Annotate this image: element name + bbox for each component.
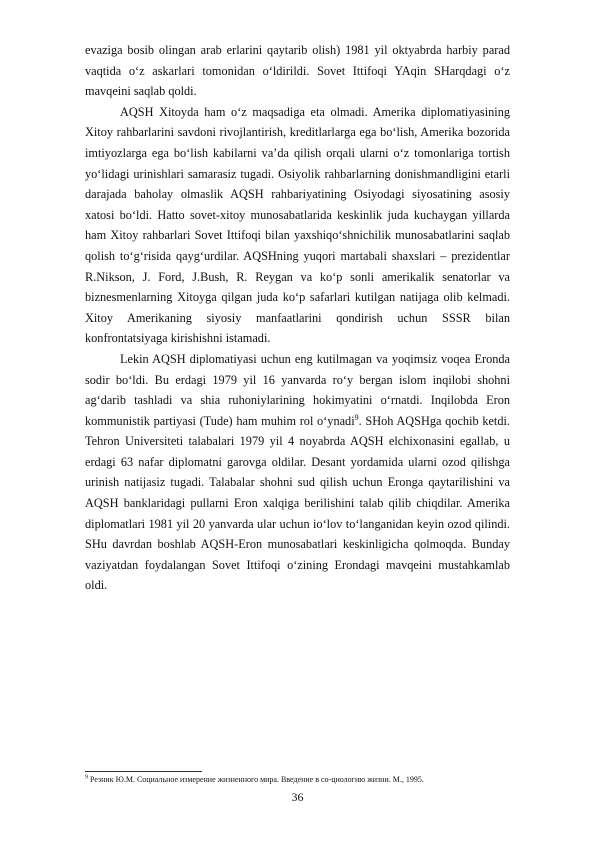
footnote: [85, 775, 515, 785]
paragraph-2: AQSH Xitoyda ham o‘z maqsadiga eta olmadi. Amerika diplomatiyasining Xitoy rahbarlarini savdoni rivojlantirish, kreditlarlarga ega bo‘lish, Amerika bozorida imtiyozlarga ega bo‘lish kabilarni va’da qilish orqali ularni o‘z tomonlariga tortish yo‘lidagi urinishlari samarasiz tugadi. Osiyolik rahbarlarning donishmandligini etarli darajada baholay olmaslik AQSH rahbariyatining Osiyodagi siyosatining asosiy xatosi bo‘ldi. Hatto sovet-xitoy munosabatlarida keskinlik juda kuchaygan yillarda ham Xitoy rahbarlari Sovet Ittifoqi bilan yaxshiqo‘shnichilik munosabatlarini saqlab qolish to‘g‘risida qayg‘urdilar. AQSHning yuqori martabali shaxslari – prezidentlar R.Nikson, J. Ford, J.Bush, R. Reygan va ko‘p sonli amerikalik senatorlar va biznesmenlarning Xitoyga qilgan juda ko‘p safarlari kutilgan natijaga olib kelmadi. Xitoy Amerikaning siyosiy manfaatlarini qondirish uchun SSSR bilan konfrontatsiyaga kirishishni istamadi.: [85, 104, 510, 346]
paragraph-3-text-start: Lekin AQSH diplomatiyasi uchun eng kutilmagan va yoqimsiz voqea Eronda sodir bo‘ldi. Bu erdagi 1979 yil 16 yanvarda ro‘y bergan islom inqilobi shohni ag‘darib tashladi va shia ruhoniylarining hokimyatini o‘rnatdi. Inqilobda Eron kommunistik partiyasi (Tude) ham muhim rol o‘ynadi: [85, 351, 510, 428]
paragraph-3: [85, 349, 510, 596]
footnote-text: Резник Ю.М. Социальное измерение жизненного мира. Введение в со-циологию жизни. М., 1995.: [88, 775, 424, 784]
footnote-separator: [85, 771, 202, 772]
paragraph-3-text-end: . SHoh AQSHga qochib ketdi. Tehron Universiteti talabalari 1979 yil 4 noyabrda AQSH elchixonasini egallab, u erdagi 63 nafar diplomatni garovga oldilar. Desant yordamida ularni ozod qilishga urinish natijasiz tugadi. Talabalar shohni sud qilish uchun Eronga qaytarilishini va AQSH banklaridagi pullarni Eron xalqiga berilishini talab qilib chiqdilar. Amerika diplomatlari 1981 yil 20 yanvarda ular uchun io‘lov to‘langanidan keyin ozod qilindi. SHu davrdan boshlab AQSH-Eron munosabatlari keskinligicha qolmoqda. Bunday vaziyatdan foydalangan Sovet Ittifoqi o‘zining Erondagi mavqeini mustahkamlab oldi.: [85, 413, 510, 593]
page-number: 36: [291, 790, 304, 804]
footnote-number: 9: [85, 774, 88, 781]
paragraph-1: evaziga bosib olingan arab erlarini qaytarib olish) 1981 yil oktyabrda harbiy parad vaqtida o‘z askarlari tomonidan o‘ldirildi. Sovet Ittifoqi YAqin SHarqdagi o‘z mavqeini saqlab qoldi.: [85, 43, 510, 99]
footnote-reference: 9: [354, 412, 359, 422]
page-body: [85, 40, 510, 596]
